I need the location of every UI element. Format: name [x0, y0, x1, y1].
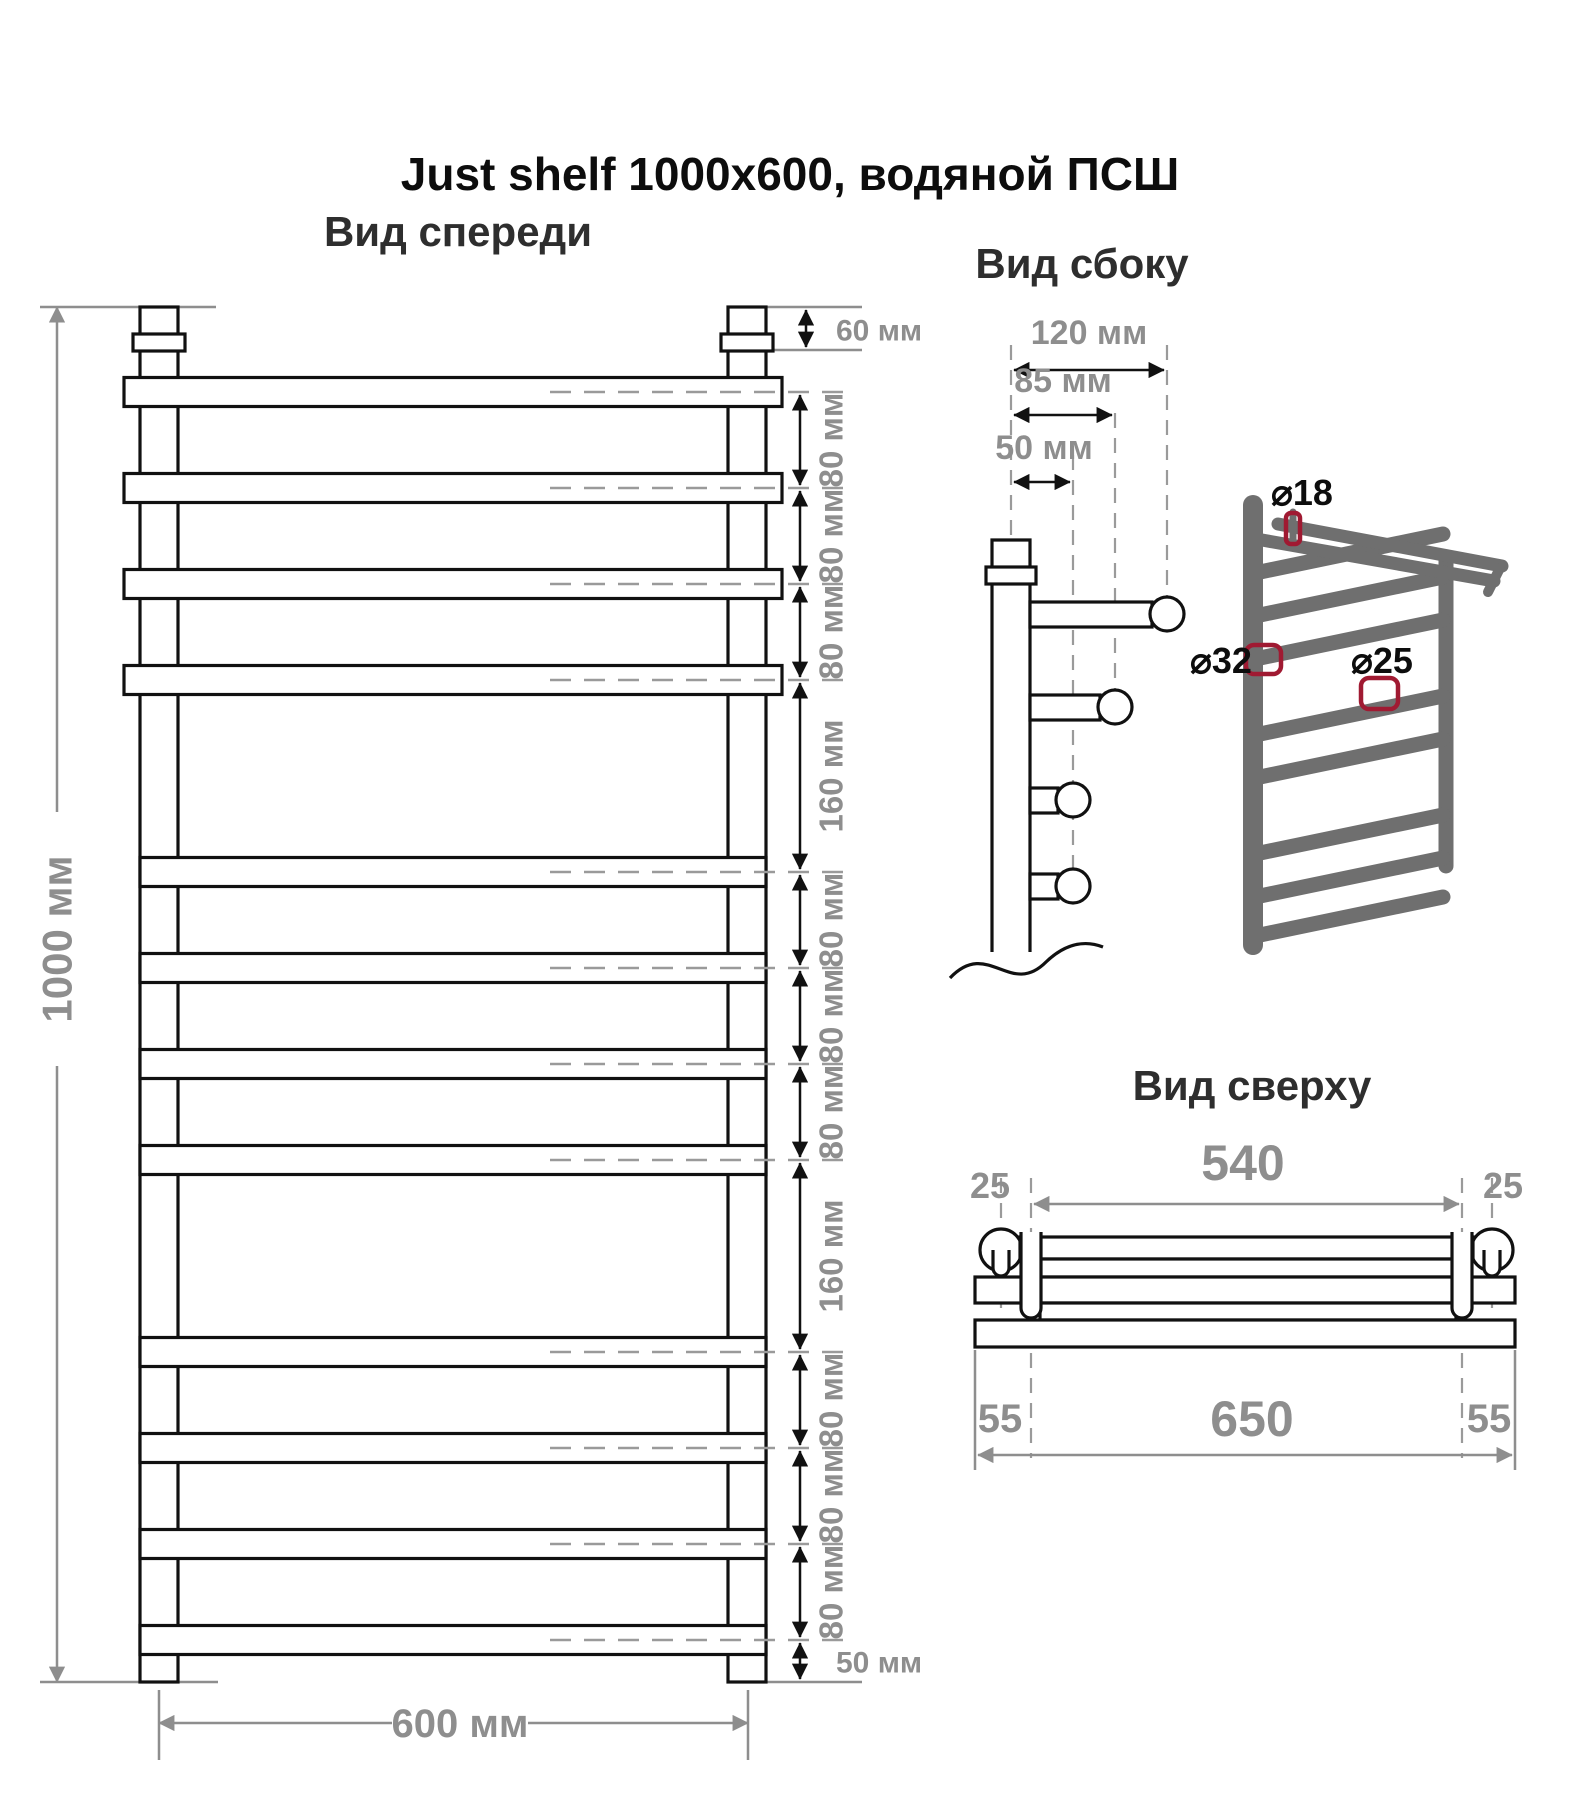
top-bar-3 — [1040, 1303, 1456, 1320]
side-pin-4 — [1030, 874, 1058, 899]
top-bar-wide-2 — [975, 1320, 1515, 1347]
side-dim-85-label: 85 мм — [1014, 362, 1112, 400]
spacing-dim-label-6: 80 мм — [812, 968, 850, 1064]
front-right-post — [728, 307, 766, 1682]
width-dim-label: 600 мм — [391, 1702, 529, 1746]
top-bar-2 — [1040, 1259, 1456, 1277]
height-dim-label: 1000 мм — [33, 855, 81, 1023]
top-bracket-left — [1021, 1232, 1041, 1318]
side-pin-2 — [1030, 695, 1100, 720]
top-view — [970, 1135, 1523, 1470]
diameter-32-label: ⌀32 — [1190, 640, 1252, 681]
render-rung-4 — [1260, 696, 1443, 734]
top-bracket-right — [1452, 1232, 1472, 1318]
page-title: Just shelf 1000x600, водяной ПСШ — [400, 148, 1180, 200]
side-pin-3-end — [1056, 783, 1090, 817]
front-rung-2 — [124, 474, 782, 503]
render-rungs — [1260, 534, 1443, 935]
render-rung-6 — [1260, 815, 1443, 853]
side-dim-120-label: 120 мм — [1030, 314, 1148, 352]
side-dim-50-label: 50 мм — [995, 429, 1093, 467]
spacing-dim-label-4: 160 мм — [812, 719, 850, 833]
top-view-title: Вид сверху — [1132, 1062, 1372, 1109]
front-spacing-chain — [800, 393, 922, 1680]
front-right-collar — [721, 334, 773, 351]
side-pin-1 — [1030, 602, 1152, 627]
top-bar-wide-1 — [975, 1277, 1515, 1303]
side-view-title: Вид сбоку — [975, 240, 1189, 287]
render-rung-5 — [1260, 739, 1443, 777]
top-dim-650-label: 650 — [1210, 1391, 1294, 1447]
front-left-post — [140, 307, 178, 1682]
side-view — [950, 314, 1184, 978]
top-pin-left-shank — [993, 1250, 1009, 1276]
top-bar-shelf-front — [1020, 1237, 1473, 1259]
front-view — [34, 307, 923, 1760]
top-dim-25-left-label: 25 — [969, 1165, 1011, 1206]
diameter-25-label: ⌀25 — [1351, 640, 1413, 681]
render-rung-7 — [1260, 858, 1443, 896]
top-dim-55-right-label: 55 — [1466, 1397, 1512, 1441]
spacing-dim-label-10: 80 мм — [812, 1448, 850, 1544]
render-rung-2 — [1260, 577, 1443, 615]
render-rung-8 — [1260, 897, 1443, 935]
diameter-18-label: ⌀18 — [1271, 472, 1333, 513]
top-dim-55-left-label: 55 — [977, 1397, 1023, 1441]
side-post — [992, 540, 1030, 952]
front-rung-4 — [124, 666, 782, 695]
spacing-dim-label-8: 160 мм — [812, 1199, 850, 1313]
side-pin-4-end — [1056, 869, 1090, 903]
spacing-dim-label-11: 80 мм — [812, 1544, 850, 1640]
render-shelf-edge — [1488, 568, 1500, 592]
spacing-dim-label-1: 80 мм — [812, 392, 850, 488]
side-pin-2-end — [1098, 690, 1132, 724]
front-left-collar — [133, 334, 185, 351]
spacing-dim-label-9: 80 мм — [812, 1352, 850, 1448]
side-pin-3 — [1030, 788, 1058, 813]
spacing-dim-label-3: 80 мм — [812, 584, 850, 680]
side-collar — [986, 567, 1036, 584]
render-3d — [1190, 472, 1502, 945]
top-pin-right-shank — [1484, 1250, 1500, 1276]
top-dim-540-label: 540 — [1201, 1135, 1285, 1191]
spacing-dim-label-2: 80 мм — [812, 488, 850, 584]
side-pin-1-end — [1150, 597, 1184, 631]
front-view-title: Вид спереди — [323, 208, 593, 255]
top-offset-label: 60 мм — [836, 314, 923, 348]
front-rung-3 — [124, 570, 782, 599]
top-dim-25-right-label: 25 — [1482, 1165, 1524, 1206]
spacing-dim-label-7: 80 мм — [812, 1064, 850, 1160]
front-rung-1 — [124, 378, 782, 407]
spacing-dim-label-12: 50 мм — [836, 1646, 923, 1680]
spacing-dim-label-5: 80 мм — [812, 872, 850, 968]
